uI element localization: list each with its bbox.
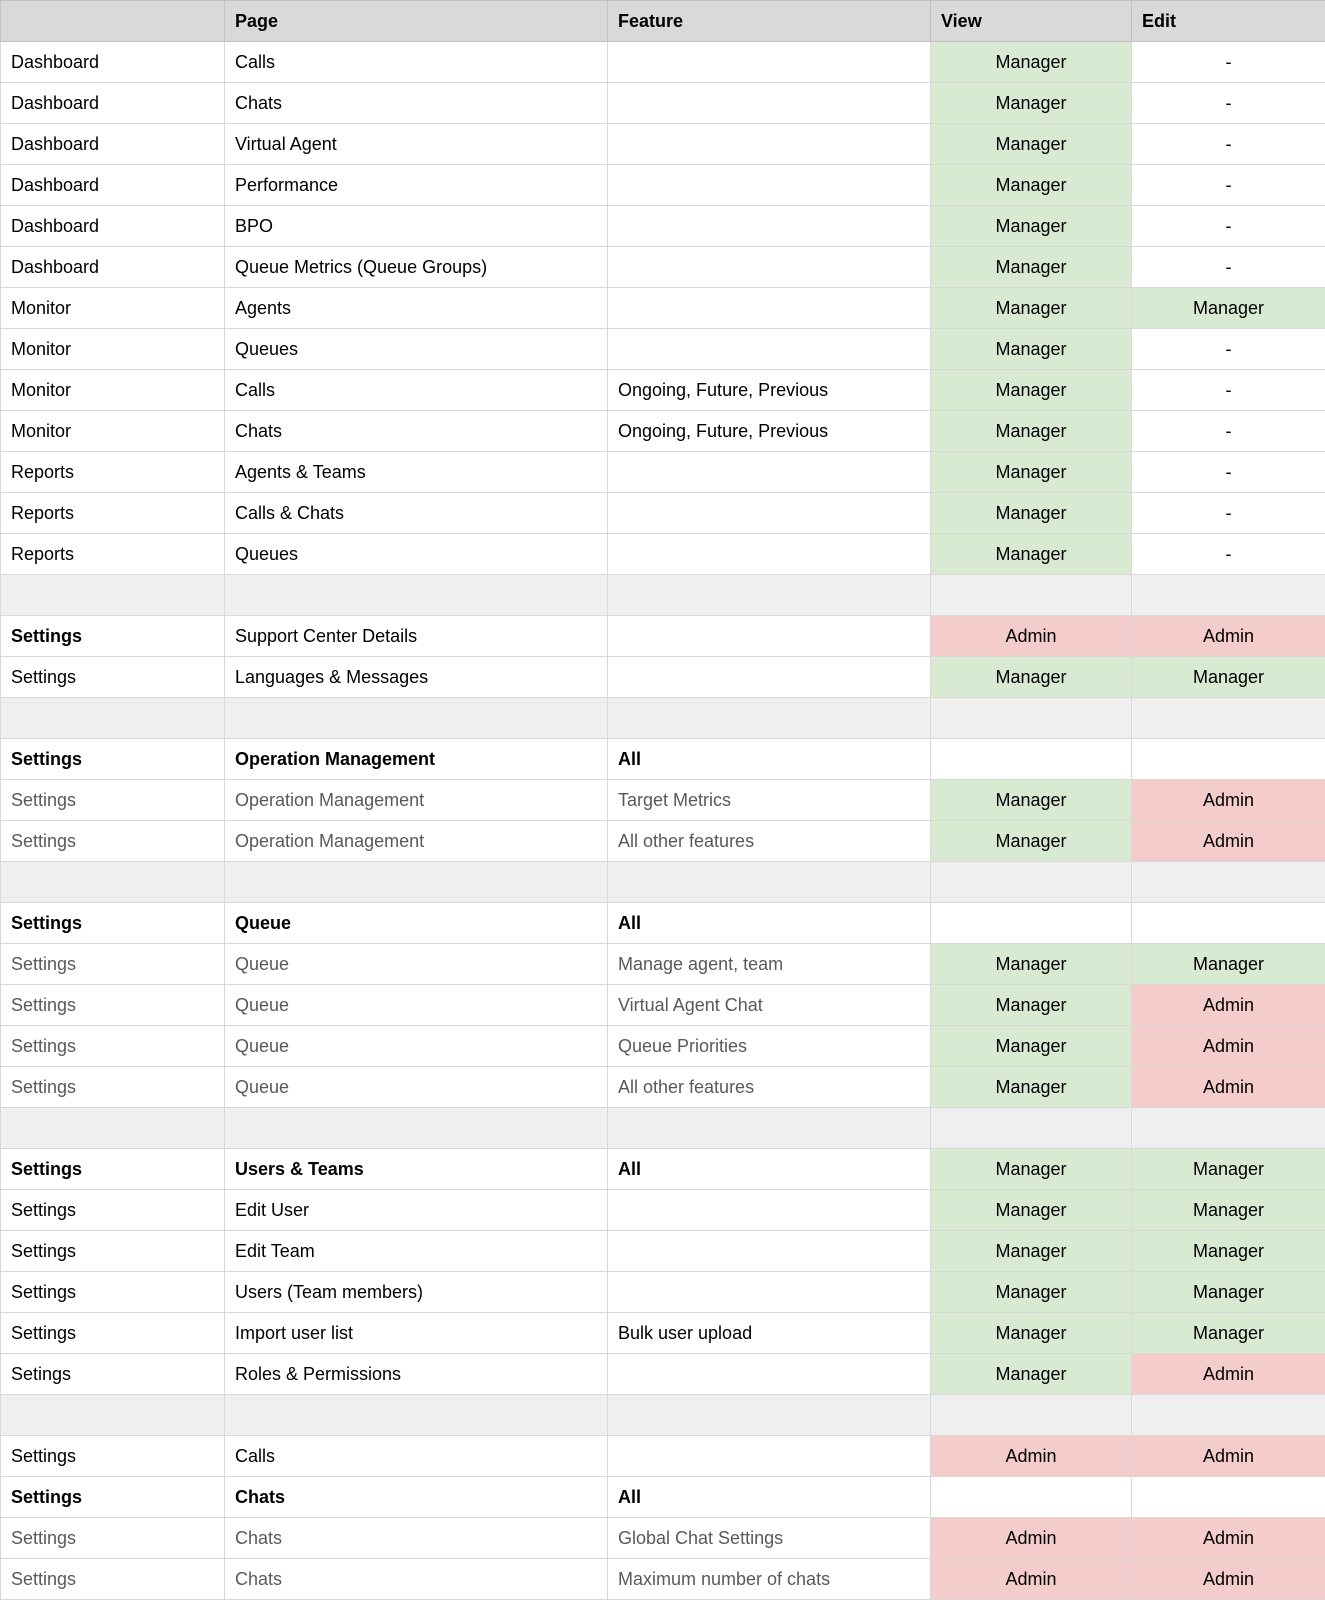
cell-feature[interactable] [608,247,931,288]
cell-feature[interactable] [608,616,931,657]
cell-feature[interactable] [608,83,931,124]
table-row [1,616,1325,657]
cell-view[interactable]: Manager [931,42,1132,83]
cell-view[interactable]: Manager [931,288,1132,329]
cell-category[interactable]: Settings [1,616,225,657]
cell-page[interactable]: Chats [225,1477,608,1518]
cell-view[interactable] [931,739,1132,780]
cell-category[interactable]: Settings [1,1231,225,1272]
cell-view[interactable]: Manager [931,124,1132,165]
cell-page[interactable]: Queue [225,1026,608,1067]
cell-category[interactable]: Settings [1,1518,225,1559]
cell-page[interactable]: Queue [225,944,608,985]
cell-category[interactable]: Setings [1,1354,225,1395]
spacer-cell[interactable] [1132,575,1325,616]
cell-view[interactable]: Manager [931,411,1132,452]
spacer-cell[interactable] [225,698,608,739]
cell-feature[interactable]: Manage agent, team [608,944,931,985]
cell-category[interactable]: Settings [1,1272,225,1313]
spacer-row [1,698,1325,739]
table-row [1,493,1325,534]
cell-page[interactable]: Edit User [225,1190,608,1231]
cell-view[interactable]: Manager [931,1026,1132,1067]
spacer-cell[interactable] [931,1108,1132,1149]
cell-category[interactable]: Reports [1,534,225,575]
cell-page[interactable]: Calls [225,42,608,83]
cell-page[interactable]: Queue Metrics (Queue Groups) [225,247,608,288]
spacer-cell[interactable] [1132,862,1325,903]
spacer-cell[interactable] [1,1395,225,1436]
table-row [1,1067,1325,1108]
cell-category[interactable]: Settings [1,903,225,944]
cell-page[interactable]: Calls [225,1436,608,1477]
cell-edit[interactable]: Admin [1132,1026,1325,1067]
table-row [1,1149,1325,1190]
cell-page[interactable]: Queue [225,985,608,1026]
spacer-cell[interactable] [1132,1108,1325,1149]
spacer-cell[interactable] [1,698,225,739]
cell-page[interactable]: Agents & Teams [225,452,608,493]
table-row [1,247,1325,288]
cell-page[interactable]: Chats [225,1518,608,1559]
cell-view[interactable]: Manager [931,370,1132,411]
cell-edit[interactable]: - [1132,452,1325,493]
table-row [1,329,1325,370]
table-row [1,452,1325,493]
cell-view[interactable]: Manager [931,1190,1132,1231]
cell-view[interactable]: Manager [931,206,1132,247]
cell-page[interactable]: Performance [225,165,608,206]
cell-feature[interactable] [608,534,931,575]
cell-edit[interactable]: Manager [1132,944,1325,985]
cell-edit[interactable]: Admin [1132,1436,1325,1477]
cell-edit[interactable]: Admin [1132,780,1325,821]
header-cell-feature[interactable]: Feature [608,1,931,42]
cell-category[interactable]: Settings [1,1149,225,1190]
cell-view[interactable]: Admin [931,1518,1132,1559]
cell-view[interactable]: Manager [931,247,1132,288]
spacer-cell[interactable] [931,575,1132,616]
cell-edit[interactable]: - [1132,493,1325,534]
table-row [1,165,1325,206]
cell-view[interactable]: Manager [931,452,1132,493]
cell-view[interactable]: Manager [931,493,1132,534]
cell-feature[interactable] [608,329,931,370]
spacer-cell[interactable] [608,862,931,903]
cell-edit[interactable]: - [1132,165,1325,206]
table-row [1,124,1325,165]
table-row [1,739,1325,780]
table-row [1,206,1325,247]
table-row [1,1477,1325,1518]
cell-feature[interactable]: Target Metrics [608,780,931,821]
cell-page[interactable]: Virtual Agent [225,124,608,165]
cell-view[interactable]: Manager [931,534,1132,575]
cell-view[interactable]: Manager [931,83,1132,124]
cell-page[interactable]: Users (Team members) [225,1272,608,1313]
table-row [1,534,1325,575]
spacer-cell[interactable] [931,862,1132,903]
cell-edit[interactable]: Admin [1132,821,1325,862]
cell-category[interactable]: Settings [1,821,225,862]
spacer-cell[interactable] [1132,1395,1325,1436]
table-row [1,1354,1325,1395]
cell-view[interactable]: Manager [931,329,1132,370]
cell-view[interactable]: Manager [931,1272,1132,1313]
spacer-cell[interactable] [608,698,931,739]
cell-view[interactable]: Manager [931,1149,1132,1190]
cell-page[interactable]: Languages & Messages [225,657,608,698]
cell-feature[interactable]: All [608,1477,931,1518]
table-row [1,1313,1325,1354]
cell-page[interactable]: Queues [225,534,608,575]
spacer-row [1,1395,1325,1436]
cell-feature[interactable] [608,165,931,206]
cell-feature[interactable] [608,1354,931,1395]
cell-view[interactable]: Manager [931,944,1132,985]
cell-page[interactable]: Calls [225,370,608,411]
cell-page[interactable]: Chats [225,411,608,452]
cell-edit[interactable]: - [1132,247,1325,288]
cell-page[interactable]: BPO [225,206,608,247]
permissions-table-body [1,42,1325,1600]
cell-view[interactable]: Admin [931,1436,1132,1477]
table-row [1,780,1325,821]
table-row [1,1231,1325,1272]
cell-view[interactable]: Manager [931,1231,1132,1272]
cell-page[interactable]: Chats [225,1559,608,1600]
header-cell-page[interactable]: Page [225,1,608,42]
cell-feature[interactable]: All [608,739,931,780]
cell-category[interactable]: Reports [1,452,225,493]
cell-edit[interactable]: Admin [1132,985,1325,1026]
table-row [1,985,1325,1026]
cell-feature[interactable]: All other features [608,821,931,862]
cell-category[interactable]: Dashboard [1,165,225,206]
cell-category[interactable]: Dashboard [1,42,225,83]
header-cell-view[interactable]: View [931,1,1132,42]
table-row [1,83,1325,124]
spacer-cell[interactable] [225,1395,608,1436]
cell-edit[interactable]: Manager [1132,657,1325,698]
cell-page[interactable]: Queue [225,1067,608,1108]
spacer-cell[interactable] [225,1108,608,1149]
cell-view[interactable]: Admin [931,1559,1132,1600]
table-row [1,1272,1325,1313]
cell-edit[interactable]: Manager [1132,1190,1325,1231]
cell-view[interactable]: Manager [931,985,1132,1026]
cell-edit[interactable]: Manager [1132,1149,1325,1190]
cell-page[interactable]: Edit Team [225,1231,608,1272]
cell-view[interactable]: Manager [931,1313,1132,1354]
table-row [1,1190,1325,1231]
cell-page[interactable]: Operation Management [225,739,608,780]
cell-category[interactable]: Settings [1,739,225,780]
cell-feature[interactable] [608,1272,931,1313]
cell-category[interactable]: Dashboard [1,206,225,247]
spacer-cell[interactable] [608,1108,931,1149]
cell-category[interactable]: Settings [1,780,225,821]
cell-feature[interactable]: Virtual Agent Chat [608,985,931,1026]
table-row [1,657,1325,698]
spacer-cell[interactable] [1,575,225,616]
table-row [1,944,1325,985]
cell-view[interactable] [931,1477,1132,1518]
table-row [1,288,1325,329]
cell-feature[interactable] [608,206,931,247]
table-row [1,1559,1325,1600]
cell-edit[interactable]: - [1132,42,1325,83]
cell-category[interactable]: Settings [1,944,225,985]
table-row [1,1518,1325,1559]
spacer-cell[interactable] [225,575,608,616]
cell-category[interactable]: Settings [1,985,225,1026]
cell-category[interactable]: Settings [1,1067,225,1108]
cell-edit[interactable]: - [1132,411,1325,452]
cell-category[interactable]: Monitor [1,411,225,452]
cell-page[interactable]: Queue [225,903,608,944]
cell-view[interactable]: Manager [931,1354,1132,1395]
cell-category[interactable]: Dashboard [1,247,225,288]
cell-edit[interactable]: - [1132,83,1325,124]
table-row [1,1026,1325,1067]
table-header [1,1,1325,42]
cell-category[interactable]: Settings [1,1026,225,1067]
cell-view[interactable] [931,903,1132,944]
cell-page[interactable]: Support Center Details [225,616,608,657]
cell-edit[interactable]: Manager [1132,1231,1325,1272]
cell-page[interactable]: Users & Teams [225,1149,608,1190]
table-row [1,903,1325,944]
cell-category[interactable]: Dashboard [1,83,225,124]
cell-feature[interactable] [608,452,931,493]
cell-view[interactable]: Manager [931,657,1132,698]
cell-page[interactable]: Operation Management [225,821,608,862]
cell-feature[interactable]: Queue Priorities [608,1026,931,1067]
cell-edit[interactable]: Manager [1132,1313,1325,1354]
cell-feature[interactable]: Maximum number of chats [608,1559,931,1600]
cell-edit[interactable]: Admin [1132,1354,1325,1395]
cell-feature[interactable]: Ongoing, Future, Previous [608,370,931,411]
cell-feature[interactable] [608,1231,931,1272]
cell-category[interactable]: Settings [1,1559,225,1600]
header-cell-edit[interactable]: Edit [1132,1,1325,42]
cell-category[interactable]: Settings [1,657,225,698]
spacer-cell[interactable] [1132,698,1325,739]
cell-feature[interactable] [608,288,931,329]
cell-page[interactable]: Queues [225,329,608,370]
table-row [1,411,1325,452]
spacer-row [1,575,1325,616]
spacer-cell[interactable] [1,862,225,903]
cell-edit[interactable]: Admin [1132,1067,1325,1108]
cell-view[interactable]: Admin [931,616,1132,657]
cell-view[interactable]: Manager [931,165,1132,206]
cell-category[interactable]: Settings [1,1477,225,1518]
cell-edit[interactable]: - [1132,329,1325,370]
cell-edit[interactable]: Admin [1132,1559,1325,1600]
cell-edit[interactable]: Manager [1132,288,1325,329]
cell-category[interactable]: Monitor [1,370,225,411]
cell-category[interactable]: Settings [1,1190,225,1231]
spacer-cell[interactable] [608,1395,931,1436]
cell-feature[interactable]: Bulk user upload [608,1313,931,1354]
table-row [1,1436,1325,1477]
cell-category[interactable]: Reports [1,493,225,534]
spacer-cell[interactable] [225,862,608,903]
cell-feature[interactable] [608,657,931,698]
cell-feature[interactable] [608,1436,931,1477]
spacer-cell[interactable] [1,1108,225,1149]
cell-view[interactable]: Manager [931,1067,1132,1108]
cell-edit[interactable]: - [1132,124,1325,165]
cell-edit[interactable]: Manager [1132,1272,1325,1313]
spacer-row [1,862,1325,903]
cell-category[interactable]: Dashboard [1,124,225,165]
cell-edit[interactable] [1132,903,1325,944]
cell-feature[interactable]: All [608,1149,931,1190]
cell-page[interactable]: Chats [225,83,608,124]
cell-feature[interactable] [608,124,931,165]
cell-edit[interactable]: - [1132,370,1325,411]
cell-category[interactable]: Settings [1,1313,225,1354]
table-row [1,370,1325,411]
table-row [1,42,1325,83]
cell-feature[interactable]: Ongoing, Future, Previous [608,411,931,452]
cell-page[interactable]: Agents [225,288,608,329]
spacer-cell[interactable] [931,698,1132,739]
cell-edit[interactable]: Admin [1132,616,1325,657]
cell-view[interactable]: Manager [931,780,1132,821]
cell-page[interactable]: Calls & Chats [225,493,608,534]
cell-feature[interactable]: Global Chat Settings [608,1518,931,1559]
cell-page[interactable]: Roles & Permissions [225,1354,608,1395]
cell-edit[interactable] [1132,739,1325,780]
cell-feature[interactable] [608,42,931,83]
cell-edit[interactable]: - [1132,534,1325,575]
cell-feature[interactable]: All other features [608,1067,931,1108]
header-row [1,1,1325,42]
spacer-cell[interactable] [931,1395,1132,1436]
cell-category[interactable]: Monitor [1,329,225,370]
cell-edit[interactable] [1132,1477,1325,1518]
cell-category[interactable]: Monitor [1,288,225,329]
cell-feature[interactable] [608,1190,931,1231]
table-row [1,821,1325,862]
cell-feature[interactable]: All [608,903,931,944]
cell-category[interactable]: Settings [1,1436,225,1477]
cell-feature[interactable] [608,493,931,534]
header-cell-category[interactable] [1,1,225,42]
cell-edit[interactable]: Admin [1132,1518,1325,1559]
spacer-row [1,1108,1325,1149]
spacer-cell[interactable] [608,575,931,616]
cell-page[interactable]: Import user list [225,1313,608,1354]
cell-page[interactable]: Operation Management [225,780,608,821]
cell-edit[interactable]: - [1132,206,1325,247]
cell-view[interactable]: Manager [931,821,1132,862]
